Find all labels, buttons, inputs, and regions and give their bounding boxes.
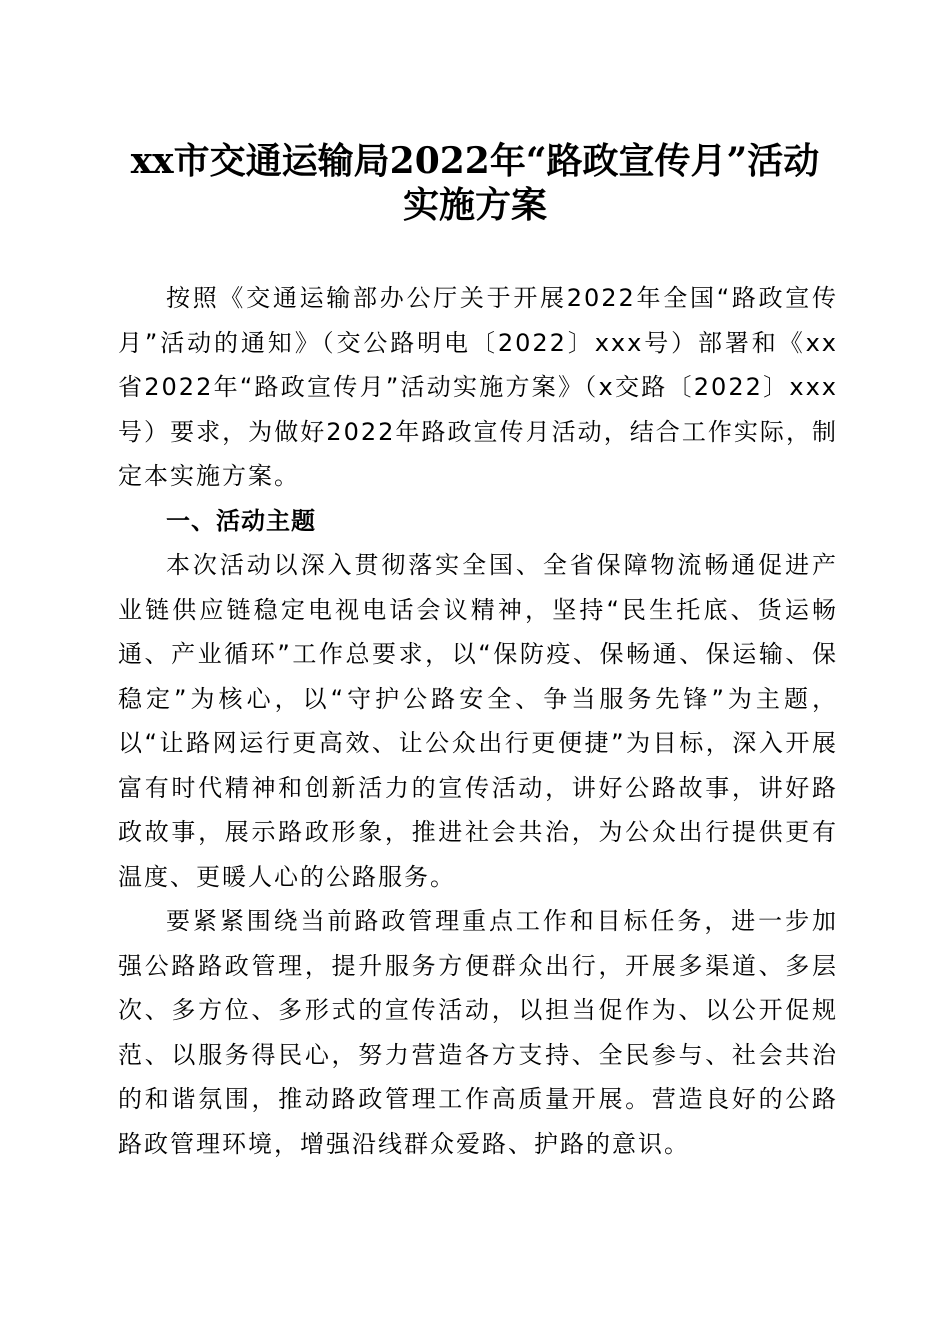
section-1-heading: 一、活动主题 [166, 507, 316, 535]
intro-paragraph: 按照《交通运输部办公厅关于开展2022年全国“路政宣传月”活动的通知》（交公路明电〔2022〕xxx号）部署和《xx省2022年“路政宣传月”活动实施方案》（x交路〔2022〕xxx号）要求，为做好2022年路政宣传月活动，结合工作实际，制定本实施方案。 [118, 284, 838, 490]
section-1-paragraph-1: 本次活动以深入贯彻落实全国、全省保障物流畅通促进产业链供应链稳定电视电话会议精神，坚持“民生托底、货运畅通、产业循环”工作总要求，以“保防疫、保畅通、保运输、保稳定”为核心，以“守护公路安全、争当服务先锋”为主题，以“让路网运行更高效、让公众出行更便捷”为目标，深入开展富有时代精神和创新活力的宣传活动，讲好公路故事，讲好路政故事，展示路政形象，推进社会共治，为公众出行提供更有温度、更暖人心的公路服务。 [118, 551, 838, 891]
document-title-line-2: 实施方案 [402, 184, 547, 226]
document-title-line-1: xx市交通运输局2022年“路政宣传月”活动 [130, 140, 820, 182]
section-1-paragraph-2: 要紧紧围绕当前路政管理重点工作和目标任务，进一步加强公路路政管理，提升服务方便群众出行，开展多渠道、多层次、多方位、多形式的宣传活动，以担当促作为、以公开促规范、以服务得民心，努力营造各方支持、全民参与、社会共治的和谐氛围，推动路政管理工作高质量开展。营造良好的公路路政管理环境，增强沿线群众爱路、护路的意识。 [118, 907, 838, 1158]
